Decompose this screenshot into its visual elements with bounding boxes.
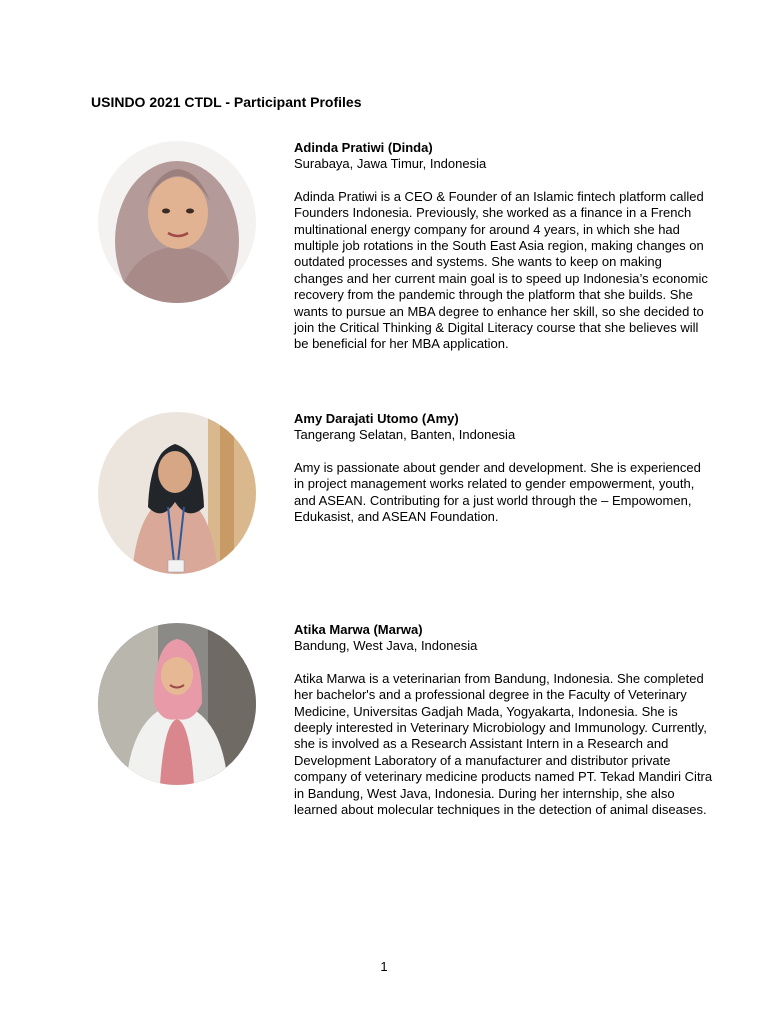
profile-bio: Atika Marwa is a veterinarian from Bandung, Indonesia. She completed her bachelor's and a professional degree in the Faculty of Veterinary Medicine, Universitas Gadjah Mada, Yogyakarta, Indonesia. She is deeply interested in Veterinary Microbiology and Immunology. Currently, she is involved as a Research Assistant Intern in a Research and Development Laboratory of a manufacturer and distributor private company of veterinary medicine products named PT. Tekad Mandiri Citra in Bandung, West Java, Indonesia. During her internship, she also learned about molecular techniques in the detection of animal diseases.	[294, 670, 713, 818]
profile-location: Bandung, West Java, Indonesia	[294, 638, 478, 654]
profile-info	[294, 140, 714, 353]
profile-name: Atika Marwa (Marwa)	[294, 622, 423, 637]
profile-bio: Amy is passionate about gender and development. She is experienced in project management works related to gender empowerment, youth, and ASEAN. Contributing for a just world through the – Empowomen, Edukasist, and ASEAN Foundation.	[294, 459, 701, 525]
portrait-hijab-pink-labcoat	[98, 623, 256, 785]
profile-location: Tangerang Selatan, Banten, Indonesia	[294, 427, 516, 443]
page-title: USINDO 2021 CTDL - Participant Profiles	[91, 94, 362, 110]
profile-location: Surabaya, Jawa Timur, Indonesia	[294, 156, 487, 172]
profile-info	[294, 622, 714, 818]
profile-photo	[98, 141, 256, 303]
portrait-hijab-mauve	[98, 141, 256, 303]
profile-photo	[98, 412, 256, 574]
profile-name: Adinda Pratiwi (Dinda)	[294, 140, 433, 155]
portrait-hijab-black	[98, 412, 256, 574]
profile-name: Amy Darajati Utomo (Amy)	[294, 411, 459, 426]
profile-bio: Adinda Pratiwi is a CEO & Founder of an Islamic fintech platform called Founders Indonesia. Previously, she worked as a finance in a French multinational energy company for around 4 years, in which she had multiple job rotations in the South East Asia region, making changes on outdated processes and systems. She wants to keep on making changes and her current main goal is to speed up Indonesia’s economic recovery from the pandemic through the platform that she builds. She wants to pursue an MBA degree to enhance her skill, so she decided to join the Critical Thinking & Digital Literacy course that she believes will be beneficial for her MBA application.	[294, 188, 708, 352]
page-number: 1	[380, 959, 388, 974]
profile-info	[294, 411, 714, 525]
profile-photo	[98, 623, 256, 785]
